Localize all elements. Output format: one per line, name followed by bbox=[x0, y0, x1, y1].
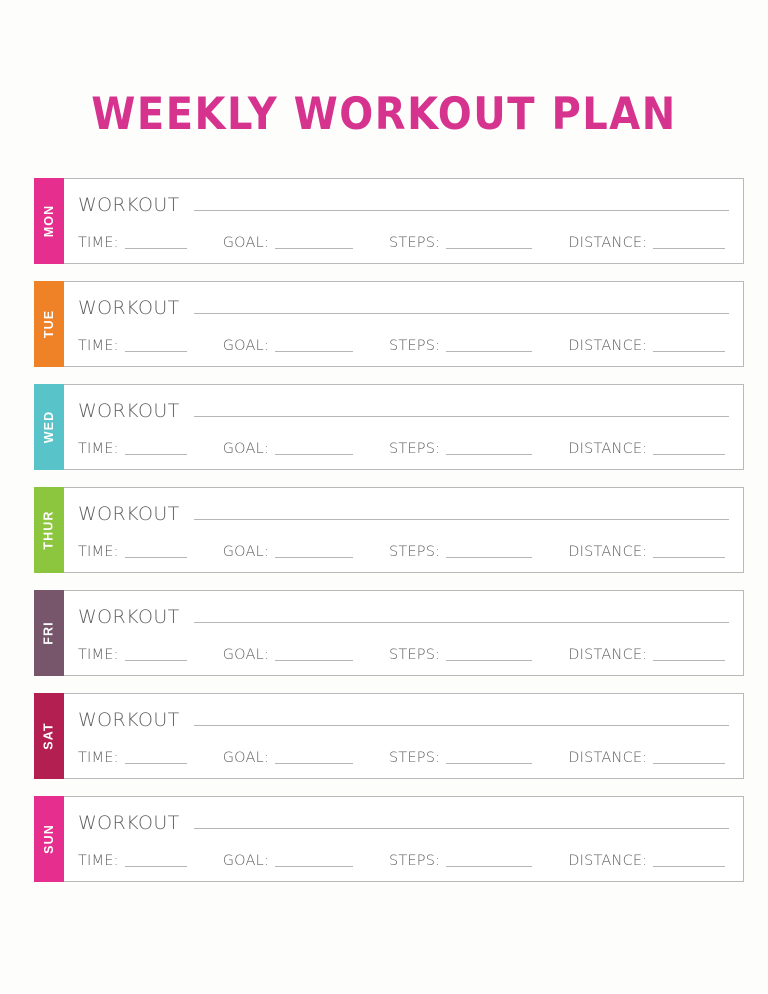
goal-label: GOAL: bbox=[222, 853, 269, 869]
field-steps[interactable] bbox=[389, 648, 532, 663]
goal-label: GOAL: bbox=[222, 441, 269, 457]
day-row-thur bbox=[34, 487, 732, 573]
goal-label: GOAL: bbox=[222, 750, 269, 766]
day-tab-mon bbox=[34, 178, 64, 264]
field-distance[interactable] bbox=[568, 339, 725, 354]
day-row-fri bbox=[34, 590, 732, 676]
workout-write-line[interactable] bbox=[194, 415, 730, 417]
workout-label: WORKOUT bbox=[78, 194, 180, 216]
metrics-line bbox=[78, 442, 729, 457]
steps-label: STEPS: bbox=[388, 338, 441, 354]
workout-line bbox=[78, 179, 729, 215]
goal-write-line[interactable] bbox=[275, 247, 353, 249]
workout-label: WORKOUT bbox=[78, 297, 180, 319]
goal-write-line[interactable] bbox=[275, 350, 353, 352]
field-time[interactable] bbox=[78, 751, 187, 766]
time-write-line[interactable] bbox=[125, 350, 187, 352]
workout-write-line[interactable] bbox=[194, 518, 730, 520]
time-label: TIME: bbox=[78, 235, 119, 251]
day-label-thur: THUR bbox=[42, 510, 56, 550]
day-row-sat bbox=[34, 693, 732, 779]
day-tab-sun bbox=[34, 796, 64, 882]
day-tab-fri bbox=[34, 590, 64, 676]
day-label-mon: MON bbox=[42, 204, 56, 238]
time-write-line[interactable] bbox=[125, 556, 187, 558]
distance-write-line[interactable] bbox=[653, 762, 725, 764]
distance-label: DISTANCE: bbox=[568, 647, 648, 663]
distance-label: DISTANCE: bbox=[568, 750, 648, 766]
steps-write-line[interactable] bbox=[446, 453, 532, 455]
steps-label: STEPS: bbox=[388, 853, 441, 869]
metrics-line bbox=[78, 545, 729, 560]
field-distance[interactable] bbox=[568, 648, 725, 663]
field-distance[interactable] bbox=[568, 442, 725, 457]
steps-label: STEPS: bbox=[388, 750, 441, 766]
field-steps[interactable] bbox=[389, 751, 532, 766]
field-time[interactable] bbox=[78, 236, 187, 251]
goal-write-line[interactable] bbox=[275, 453, 353, 455]
field-goal[interactable] bbox=[223, 545, 353, 560]
time-write-line[interactable] bbox=[125, 659, 187, 661]
workout-label: WORKOUT bbox=[78, 503, 180, 525]
field-goal[interactable] bbox=[223, 854, 353, 869]
day-label-tue: TUE bbox=[42, 309, 56, 339]
field-time[interactable] bbox=[78, 648, 187, 663]
time-label: TIME: bbox=[78, 750, 119, 766]
goal-write-line[interactable] bbox=[275, 556, 353, 558]
metrics-line bbox=[78, 339, 729, 354]
day-entry-fri[interactable] bbox=[64, 590, 744, 676]
day-tab-wed bbox=[34, 384, 64, 470]
workout-write-line[interactable] bbox=[194, 827, 730, 829]
workout-label: WORKOUT bbox=[78, 400, 180, 422]
time-label: TIME: bbox=[78, 338, 119, 354]
field-steps[interactable] bbox=[389, 442, 532, 457]
metrics-line bbox=[78, 854, 729, 869]
time-write-line[interactable] bbox=[125, 453, 187, 455]
time-write-line[interactable] bbox=[125, 865, 187, 867]
day-tab-tue bbox=[34, 281, 64, 367]
steps-label: STEPS: bbox=[388, 441, 441, 457]
day-row-wed bbox=[34, 384, 732, 470]
goal-label: GOAL: bbox=[222, 647, 269, 663]
page-title: WEEKLY WORKOUT PLAN bbox=[91, 88, 677, 140]
field-goal[interactable] bbox=[223, 339, 353, 354]
workout-label: WORKOUT bbox=[78, 606, 180, 628]
steps-label: STEPS: bbox=[388, 544, 441, 560]
workout-line bbox=[78, 797, 729, 833]
day-entry-thur[interactable] bbox=[64, 487, 744, 573]
workout-write-line[interactable] bbox=[194, 312, 730, 314]
time-label: TIME: bbox=[78, 647, 119, 663]
steps-write-line[interactable] bbox=[446, 556, 532, 558]
field-steps[interactable] bbox=[389, 854, 532, 869]
time-label: TIME: bbox=[78, 544, 119, 560]
day-row-mon bbox=[34, 178, 732, 264]
field-steps[interactable] bbox=[389, 339, 532, 354]
day-row-sun bbox=[34, 796, 732, 882]
days-list bbox=[0, 178, 768, 882]
workout-write-line[interactable] bbox=[194, 724, 730, 726]
goal-write-line[interactable] bbox=[275, 762, 353, 764]
goal-write-line[interactable] bbox=[275, 659, 353, 661]
steps-label: STEPS: bbox=[388, 235, 441, 251]
field-time[interactable] bbox=[78, 854, 187, 869]
field-goal[interactable] bbox=[223, 648, 353, 663]
steps-write-line[interactable] bbox=[446, 762, 532, 764]
day-entry-mon[interactable] bbox=[64, 178, 744, 264]
steps-label: STEPS: bbox=[388, 647, 441, 663]
day-row-tue bbox=[34, 281, 732, 367]
workout-line bbox=[78, 488, 729, 524]
time-label: TIME: bbox=[78, 441, 119, 457]
field-distance[interactable] bbox=[568, 545, 725, 560]
distance-write-line[interactable] bbox=[653, 659, 725, 661]
day-tab-sat bbox=[34, 693, 64, 779]
day-label-fri: FRI bbox=[42, 621, 56, 645]
distance-label: DISTANCE: bbox=[568, 235, 648, 251]
steps-write-line[interactable] bbox=[446, 350, 532, 352]
distance-label: DISTANCE: bbox=[568, 441, 648, 457]
day-label-wed: WED bbox=[42, 410, 56, 444]
day-entry-sat[interactable] bbox=[64, 693, 744, 779]
workout-label: WORKOUT bbox=[78, 812, 180, 834]
distance-write-line[interactable] bbox=[653, 865, 725, 867]
day-label-sat: SAT bbox=[42, 722, 56, 750]
steps-write-line[interactable] bbox=[446, 865, 532, 867]
field-goal[interactable] bbox=[223, 236, 353, 251]
distance-label: DISTANCE: bbox=[568, 544, 648, 560]
goal-label: GOAL: bbox=[222, 235, 269, 251]
steps-write-line[interactable] bbox=[446, 247, 532, 249]
field-goal[interactable] bbox=[223, 751, 353, 766]
day-tab-thur bbox=[34, 487, 64, 573]
field-steps[interactable] bbox=[389, 236, 532, 251]
field-time[interactable] bbox=[78, 339, 187, 354]
workout-label: WORKOUT bbox=[78, 709, 180, 731]
distance-write-line[interactable] bbox=[653, 350, 725, 352]
workout-write-line[interactable] bbox=[194, 621, 730, 623]
workout-line bbox=[78, 385, 729, 421]
day-entry-sun[interactable] bbox=[64, 796, 744, 882]
field-distance[interactable] bbox=[568, 751, 725, 766]
day-entry-tue[interactable] bbox=[64, 281, 744, 367]
goal-label: GOAL: bbox=[222, 544, 269, 560]
field-steps[interactable] bbox=[389, 545, 532, 560]
time-write-line[interactable] bbox=[125, 247, 187, 249]
field-distance[interactable] bbox=[568, 854, 725, 869]
metrics-line bbox=[78, 751, 729, 766]
day-entry-wed[interactable] bbox=[64, 384, 744, 470]
workout-line bbox=[78, 282, 729, 318]
time-write-line[interactable] bbox=[125, 762, 187, 764]
field-goal[interactable] bbox=[223, 442, 353, 457]
steps-write-line[interactable] bbox=[446, 659, 532, 661]
goal-write-line[interactable] bbox=[275, 865, 353, 867]
workout-line bbox=[78, 694, 729, 730]
workout-write-line[interactable] bbox=[194, 209, 730, 211]
metrics-line bbox=[78, 648, 729, 663]
field-distance[interactable] bbox=[568, 236, 725, 251]
metrics-line bbox=[78, 236, 729, 251]
field-time[interactable] bbox=[78, 545, 187, 560]
time-label: TIME: bbox=[78, 853, 119, 869]
field-time[interactable] bbox=[78, 442, 187, 457]
day-label-sun: SUN bbox=[41, 824, 56, 854]
distance-write-line[interactable] bbox=[653, 247, 725, 249]
distance-write-line[interactable] bbox=[653, 556, 725, 558]
workout-line bbox=[78, 591, 729, 627]
distance-label: DISTANCE: bbox=[568, 853, 648, 869]
goal-label: GOAL: bbox=[222, 338, 269, 354]
distance-write-line[interactable] bbox=[653, 453, 725, 455]
distance-label: DISTANCE: bbox=[568, 338, 648, 354]
